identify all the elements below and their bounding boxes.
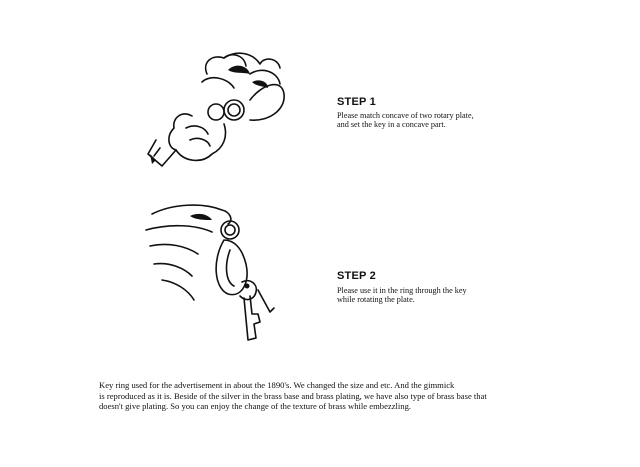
step1-illustration [132, 44, 304, 174]
step1-line-1: Please match concave of two rotary plate, [337, 111, 474, 120]
step2-line-1: Please use it in the ring through the key [337, 286, 467, 295]
step1-line-2: and set the key in a concave part. [337, 120, 446, 129]
step2-title: STEP 2 [337, 270, 376, 282]
step2-instructions [337, 286, 537, 304]
description-line-1: Key ring used for the advertisement in about the 1890's. We changed the size and etc. And the gimmick [99, 380, 455, 390]
description-line-2: is reproduced as it is. Beside of the silver in the brass base and brass plating, we have also type of brass base that [99, 390, 487, 401]
step1-title: STEP 1 [337, 96, 376, 108]
step2-line-2: while rotating the plate. [337, 295, 415, 304]
product-description [99, 380, 559, 412]
step2-illustration [132, 190, 292, 350]
description-line-3: doesn't give plating. So you can enjoy the change of the texture of brass while embezzling. [99, 401, 412, 412]
step1-instructions [337, 111, 537, 129]
